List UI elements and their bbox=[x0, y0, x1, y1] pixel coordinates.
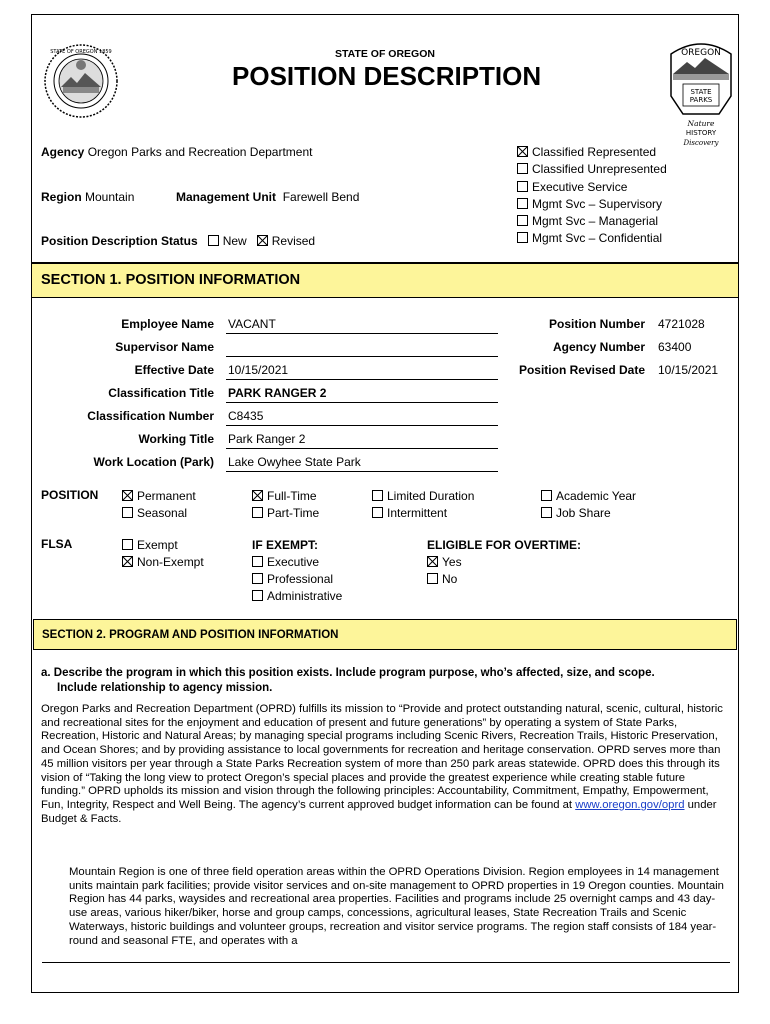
work-location-label: Work Location (Park) bbox=[93, 455, 214, 469]
effective-date-line bbox=[226, 379, 498, 380]
supervisor-name-label: Supervisor Name bbox=[115, 340, 214, 354]
employee-name-label: Employee Name bbox=[121, 317, 214, 331]
status-revised-checkbox[interactable] bbox=[257, 235, 268, 246]
mgmt-unit-row: Management Unit Farewell Bend bbox=[176, 190, 360, 204]
position-number-value: 4721028 bbox=[658, 317, 705, 331]
pd-status-row: Position Description Status New Revised bbox=[41, 234, 316, 248]
svg-text:PARKS: PARKS bbox=[689, 96, 713, 104]
oregon-state-parks-logo bbox=[665, 38, 737, 156]
flsa-group: Exempt Non-Exempt bbox=[122, 537, 204, 571]
page-title: POSITION DESCRIPTION bbox=[232, 61, 542, 91]
professional-checkbox[interactable] bbox=[252, 573, 263, 584]
agency-row: Agency Oregon Parks and Recreation Department bbox=[41, 145, 313, 159]
position-schedule-group: Academic Year Job Share bbox=[541, 488, 636, 522]
classification-options: Classified Represented Classified Unrepresented Executive Service Mgmt Svc – Supervisory Mgmt Svc – Managerial Mgmt Svc – Confidential bbox=[517, 144, 667, 248]
page-bottom-rule bbox=[42, 962, 730, 963]
program-description-paragraph: Oregon Parks and Recreation Department (OPRD) fulfills its mission to “Provide and protect outstanding natural, scenic, cultural, historic and recreational sites for the enjoyment and education of present and future generations” by operating a system of State Parks, Recreation, Historic and Natural Areas; by managing special programs including Scenic Rivers, Recreation Trails, Historic Preservation, and Ocean Shores; and by providing assistance to local governments for recreation and heritage conservation. OPRD serves more than 45 million visitors per year through a State Parks Recreation system of more than 250 park areas statewide. OPRD does this through its vision of “Taking the long view to protect Oregon’s special places and provide the greatest experience while creating stable future funding.” OPRD upholds its mission and vision through the following principles: Accountability, Commitment, Empathy, Empowerment, Fun, Integrity, Respect and Well Being. The agency’s current approved budget information can be found at www.oregon.gov/oprd under Budget & Facts. bbox=[41, 703, 723, 825]
mountain-region-paragraph: Mountain Region is one of three field operation areas within the OPRD Operations Division. Region employees in 14 management units maintain park facilities; provide visitor services and on-site management to OPRD properties in 19 Oregon counties. Mountain Region has 44 parks, waysides and recreational area properties. Facilities and programs include 25 overnight camps and 43 day-use areas, various hiker/biker, horse and group camps, concessions, agricultural leases, State Recreation Trails and Scenic Waterways, historic buildings and volunteer groups, recreation and visitor service programs. The region staff consists of 184 year-round and seasonal FTE, and operates with a bbox=[69, 866, 724, 947]
supervisor-name-line bbox=[226, 356, 498, 357]
flsa-label: FLSA bbox=[41, 537, 73, 551]
question-a-line2: Include relationship to agency mission. bbox=[57, 682, 273, 694]
agency-number-value: 63400 bbox=[658, 340, 692, 354]
effective-date-label: Effective Date bbox=[134, 363, 214, 377]
overtime-no-checkbox[interactable] bbox=[427, 573, 438, 584]
question-a-line1: a. Describe the program in which this position exists. Include program purpose, who’s affected, size, and scope. bbox=[41, 667, 655, 679]
mgmt-supervisory-checkbox[interactable] bbox=[517, 198, 528, 209]
working-title-label: Working Title bbox=[138, 432, 214, 446]
svg-text:STATE OF OREGON 1859: STATE OF OREGON 1859 bbox=[50, 49, 112, 55]
region-value: Mountain bbox=[85, 190, 135, 204]
exempt-checkbox[interactable] bbox=[122, 539, 133, 550]
agency-number-label: Agency Number bbox=[552, 340, 645, 354]
section1-header: SECTION 1. POSITION INFORMATION bbox=[32, 262, 738, 298]
job-share-checkbox[interactable] bbox=[541, 507, 552, 518]
academic-year-checkbox[interactable] bbox=[541, 490, 552, 501]
svg-text:Nature: Nature bbox=[687, 119, 715, 128]
document-page bbox=[31, 14, 739, 993]
classification-number-label: Classification Number bbox=[87, 409, 214, 423]
region-row: Region Mountain bbox=[41, 190, 135, 204]
oprd-link[interactable]: www.oregon.gov/oprd bbox=[575, 798, 685, 811]
intermittent-checkbox[interactable] bbox=[372, 507, 383, 518]
classification-title-value: PARK RANGER 2 bbox=[228, 386, 327, 400]
executive-service-checkbox[interactable] bbox=[517, 181, 528, 192]
if-exempt-group: IF EXEMPT: Executive Professional Administrative bbox=[252, 538, 343, 603]
seasonal-checkbox[interactable] bbox=[122, 507, 133, 518]
position-type-group: Permanent Seasonal bbox=[122, 488, 196, 522]
non-exempt-checkbox[interactable] bbox=[122, 556, 133, 567]
work-location-line bbox=[226, 471, 498, 472]
position-revised-date-value: 10/15/2021 bbox=[658, 363, 719, 377]
state-label: STATE OF OREGON bbox=[335, 48, 435, 60]
classification-number-line bbox=[226, 425, 498, 426]
mgmt-managerial-checkbox[interactable] bbox=[517, 215, 528, 226]
classification-title-line bbox=[226, 402, 498, 403]
svg-text:OREGON: OREGON bbox=[681, 48, 721, 58]
executive-checkbox[interactable] bbox=[252, 556, 263, 567]
mgmt-confidential-checkbox[interactable] bbox=[517, 232, 528, 243]
status-new-checkbox[interactable] bbox=[208, 235, 219, 246]
employee-name-value: VACANT bbox=[228, 317, 276, 331]
employee-name-line bbox=[226, 333, 498, 334]
svg-text:STATE: STATE bbox=[690, 88, 712, 96]
limited-duration-checkbox[interactable] bbox=[372, 490, 383, 501]
classified-unrepresented-checkbox[interactable] bbox=[517, 163, 528, 174]
position-time-group: Full-Time Part-Time bbox=[252, 488, 319, 522]
position-number-label: Position Number bbox=[548, 317, 645, 331]
part-time-checkbox[interactable] bbox=[252, 507, 263, 518]
work-location-value: Lake Owyhee State Park bbox=[228, 455, 361, 469]
classification-number-value: C8435 bbox=[228, 409, 264, 423]
classification-title-label: Classification Title bbox=[108, 386, 214, 400]
effective-date-value: 10/15/2021 bbox=[228, 363, 289, 377]
overtime-group: ELIGIBLE FOR OVERTIME: Yes No bbox=[427, 538, 582, 586]
administrative-checkbox[interactable] bbox=[252, 590, 263, 601]
overtime-yes-checkbox[interactable] bbox=[427, 556, 438, 567]
working-title-value: Park Ranger 2 bbox=[228, 432, 306, 446]
svg-text:HISTORY: HISTORY bbox=[685, 129, 717, 137]
permanent-checkbox[interactable] bbox=[122, 490, 133, 501]
full-time-checkbox[interactable] bbox=[252, 490, 263, 501]
working-title-line bbox=[226, 448, 498, 449]
section2-header: SECTION 2. PROGRAM AND POSITION INFORMATION bbox=[33, 619, 737, 650]
position-label: POSITION bbox=[41, 488, 99, 502]
agency-value: Oregon Parks and Recreation Department bbox=[87, 145, 313, 159]
classified-represented-checkbox[interactable] bbox=[517, 146, 528, 157]
position-revised-date-label: Position Revised Date bbox=[518, 363, 645, 377]
svg-text:Discovery: Discovery bbox=[683, 139, 719, 147]
mgmt-unit-value: Farewell Bend bbox=[282, 190, 360, 204]
position-duration-group: Limited Duration Intermittent bbox=[372, 488, 474, 522]
